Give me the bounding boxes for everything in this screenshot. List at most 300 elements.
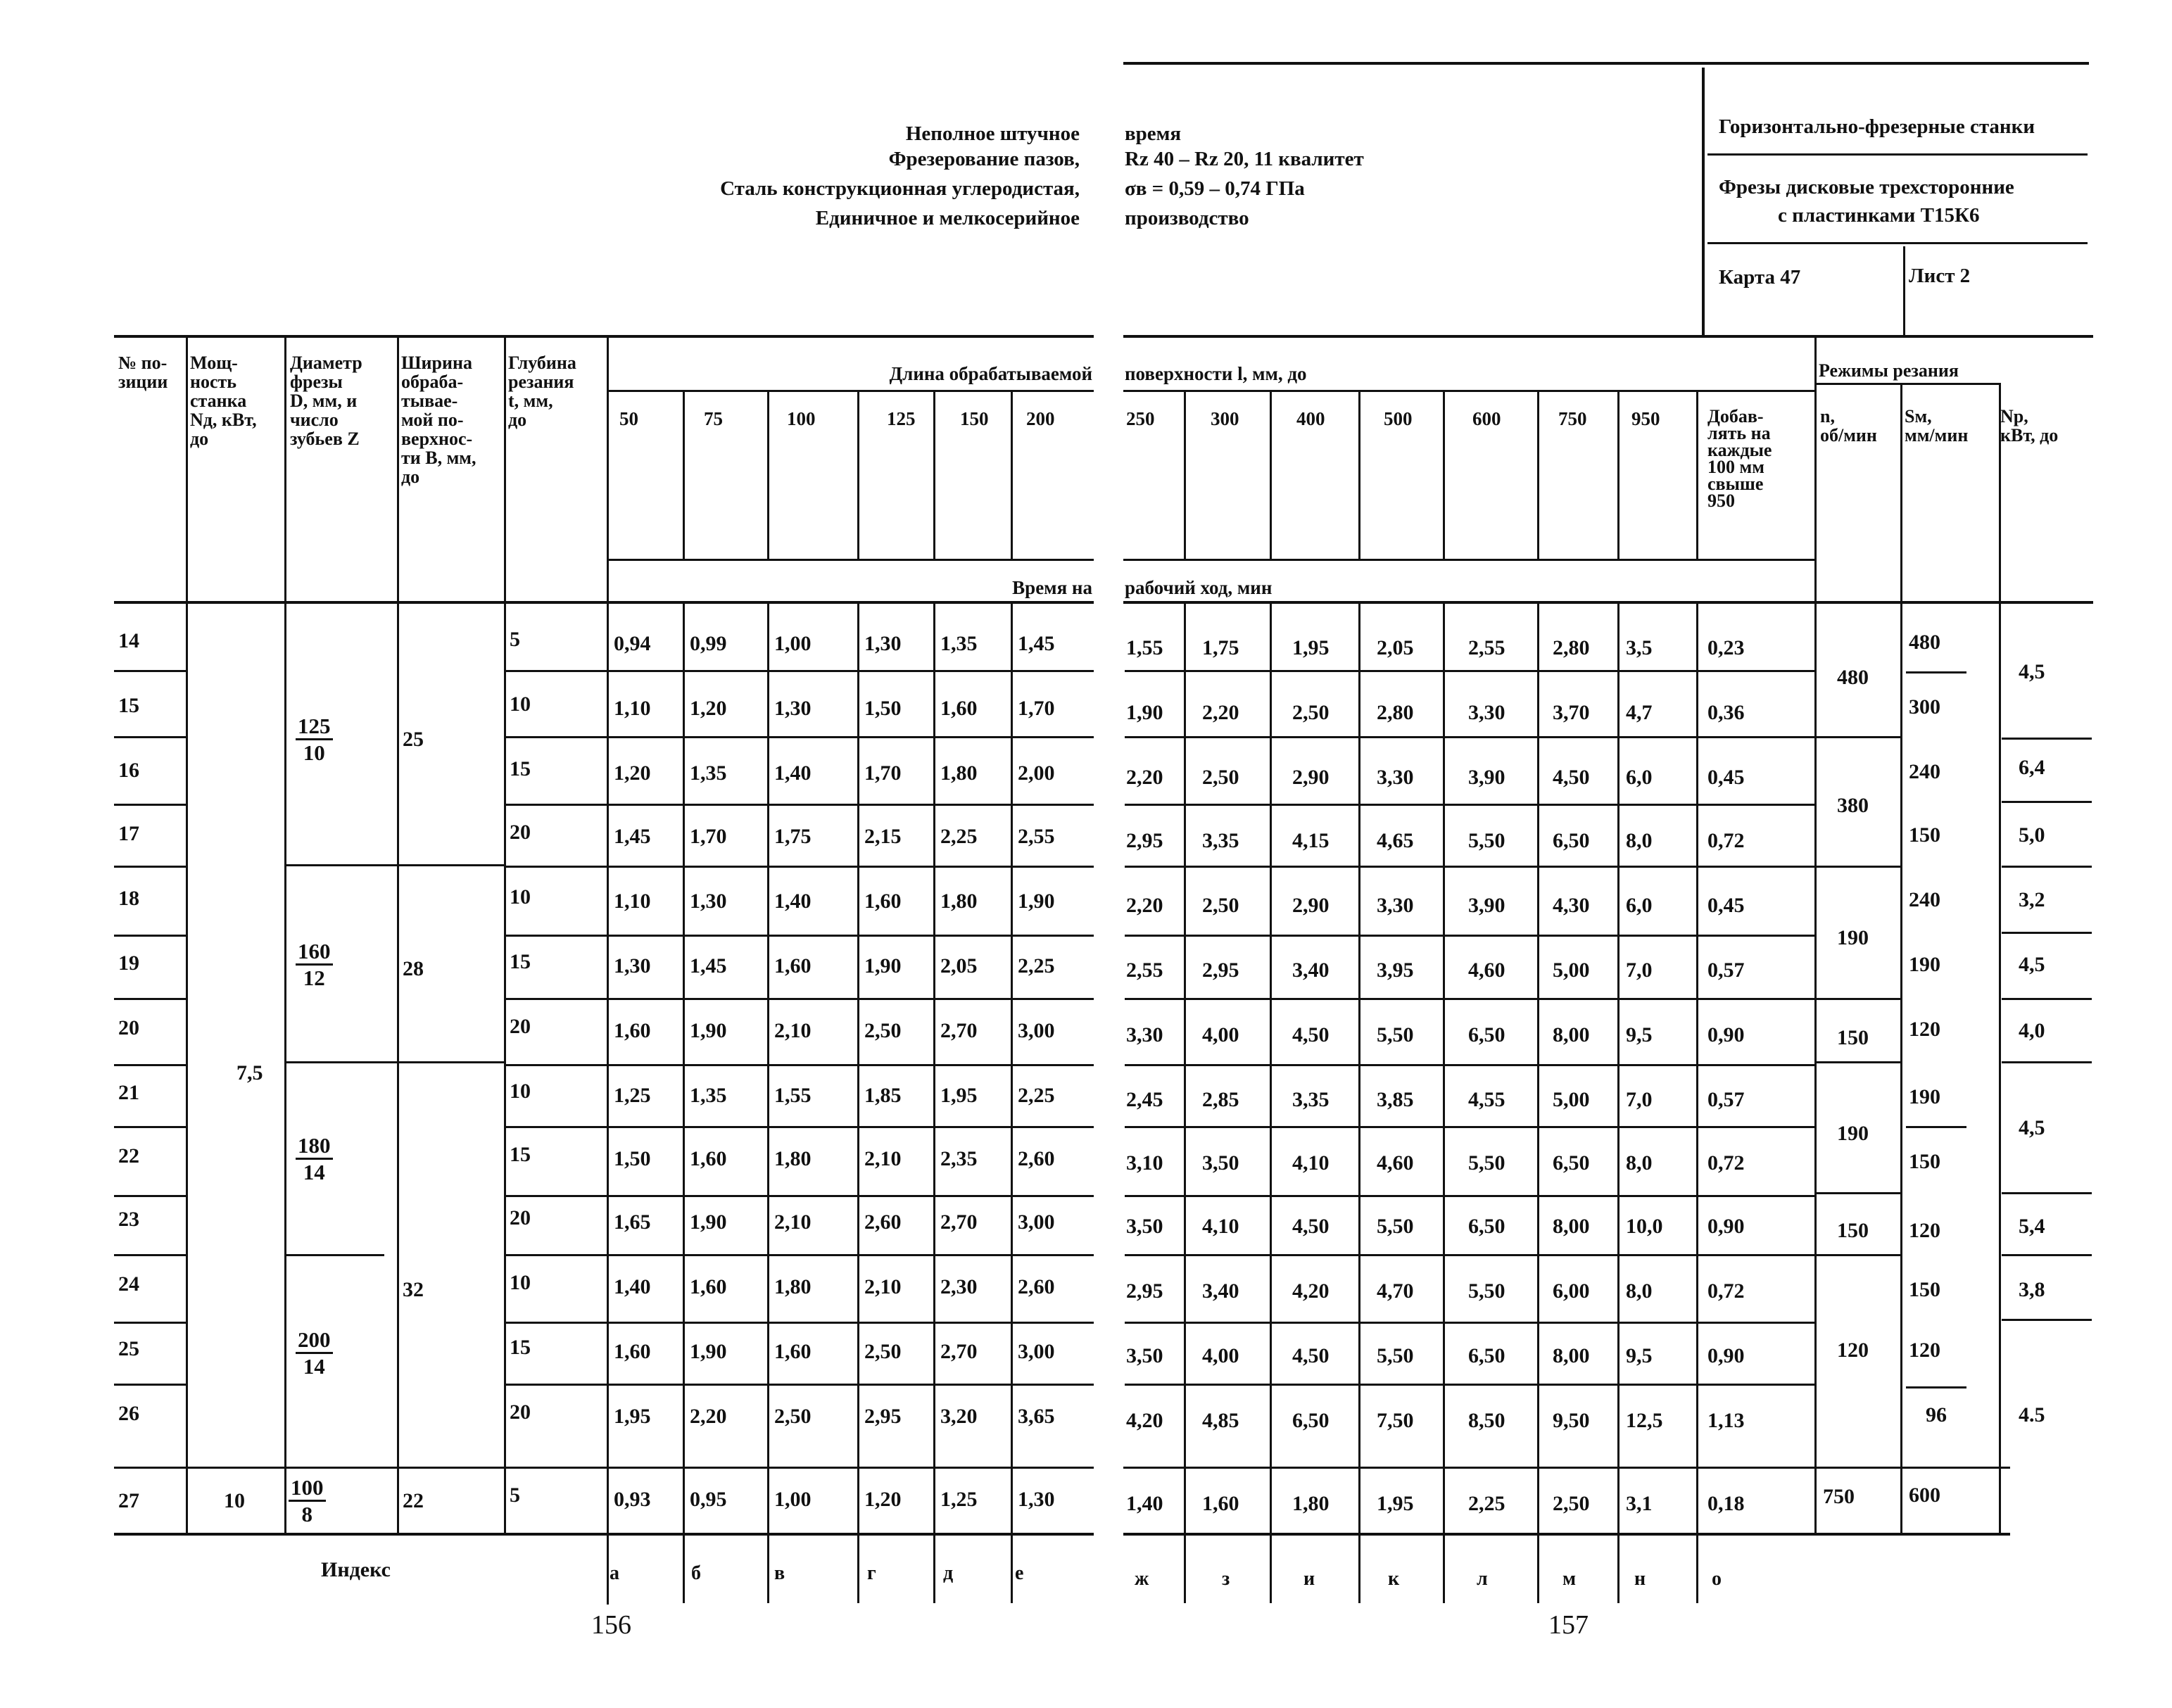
length-header: 400 — [1296, 408, 1325, 429]
time-cell: 4,50 — [1292, 1023, 1330, 1046]
time-cell: 3,00 — [1018, 1210, 1055, 1234]
time-cell: 2,25 — [940, 825, 978, 848]
time-cell: 2,50 — [1202, 766, 1239, 789]
time-cell: 6,0 — [1626, 766, 1653, 789]
time-cell: 1,60 — [614, 1340, 651, 1363]
row-depth: 10 — [510, 1080, 531, 1103]
time-cell: 0,95 — [690, 1488, 727, 1511]
time-cell: 1,90 — [864, 954, 902, 978]
time-cell: 12,5 — [1626, 1409, 1663, 1432]
time-cell: 4,30 — [1553, 894, 1590, 917]
time-cell: 0,57 — [1707, 959, 1745, 982]
time-cell: 1,30 — [614, 954, 651, 978]
time-cell: 10,0 — [1626, 1215, 1663, 1238]
index-letter: и — [1303, 1568, 1315, 1590]
title-left-2: Фрезерование пазов, — [888, 148, 1080, 170]
time-cell: 1,30 — [1018, 1488, 1055, 1511]
time-cell: 1,25 — [940, 1488, 978, 1511]
time-cell: 3,10 — [1126, 1151, 1163, 1175]
time-cell: 1,40 — [614, 1275, 651, 1298]
time-cell: 0,23 — [1707, 636, 1745, 659]
time-cell: 2,10 — [864, 1275, 902, 1298]
time-cell: 3,30 — [1377, 766, 1414, 789]
title-left-4: Единичное и мелкосерийное — [815, 207, 1080, 229]
time-cell: 8,50 — [1468, 1409, 1505, 1432]
time-cell: 2,90 — [1292, 894, 1330, 917]
row-depth: 5 — [510, 628, 520, 651]
time-cell: 0,57 — [1707, 1088, 1745, 1111]
time-cell: 6,50 — [1292, 1409, 1330, 1432]
time-cell: 4,10 — [1202, 1215, 1239, 1238]
time-cell: 8,0 — [1626, 1151, 1653, 1175]
feed-value: 150 — [1909, 823, 1940, 847]
time-cell: 1,95 — [614, 1405, 651, 1428]
time-cell: 0,90 — [1707, 1344, 1745, 1367]
time-cell: 2,35 — [940, 1147, 978, 1170]
time-cell: 3,30 — [1468, 701, 1505, 724]
time-cell: 8,00 — [1553, 1023, 1590, 1046]
time-cell: 1,55 — [774, 1084, 812, 1107]
time-cell: 6,50 — [1468, 1023, 1505, 1046]
n-190-b: 190 — [1837, 1122, 1869, 1145]
time-cell: 3,50 — [1202, 1151, 1239, 1175]
time-cell: 2,20 — [1126, 766, 1163, 789]
feed-value: 120 — [1909, 1219, 1940, 1242]
title-right-1: время — [1125, 122, 1182, 145]
row-position: 16 — [118, 759, 139, 782]
time-cell: 3,40 — [1292, 959, 1330, 982]
time-cell: 7,0 — [1626, 959, 1653, 982]
time-cell: 1,35 — [690, 1084, 727, 1107]
time-cell: 2,05 — [940, 954, 978, 978]
row-depth: 20 — [510, 1015, 531, 1038]
time-cell: 8,0 — [1626, 829, 1653, 852]
time-cell: 1,50 — [864, 697, 902, 720]
time-cell: 3,5 — [1626, 636, 1653, 659]
time-cell: 0,99 — [690, 632, 727, 655]
time-cell: 0,36 — [1707, 701, 1745, 724]
header-add: Добав- лять на каждые 100 мм свыше 950 — [1707, 406, 1772, 511]
time-cell: 2,95 — [1126, 1279, 1163, 1303]
index-letter: м — [1562, 1568, 1577, 1590]
time-cell: 3,65 — [1018, 1405, 1055, 1428]
time-cell: 2,50 — [864, 1340, 902, 1363]
corner-sheet: Лист 2 — [1909, 265, 1971, 287]
time-cell: 1,00 — [774, 632, 812, 655]
power-main: 7,5 — [236, 1061, 263, 1084]
feed-value: 190 — [1909, 953, 1940, 976]
time-cell: 1,65 — [614, 1210, 651, 1234]
time-cell: 6,50 — [1553, 1151, 1590, 1175]
time-cell: 1,60 — [690, 1147, 727, 1170]
feed-value: 240 — [1909, 888, 1940, 911]
page-number-right: 157 — [1548, 1610, 1589, 1640]
np-4-5-c: 4,5 — [2019, 1116, 2045, 1139]
time-cell: 1,60 — [1202, 1492, 1239, 1515]
time-cell: 2,80 — [1377, 701, 1414, 724]
time-cell: 2,05 — [1377, 636, 1414, 659]
header-power: Мощ- ность станка Nд, кВт, до — [190, 353, 257, 449]
row-depth: 10 — [510, 1271, 531, 1294]
n-150-b: 150 — [1837, 1219, 1869, 1242]
row-depth: 20 — [510, 1206, 531, 1229]
row-position: 25 — [118, 1337, 139, 1360]
np-4-0: 4,0 — [2019, 1019, 2045, 1042]
width-22: 22 — [403, 1489, 424, 1512]
time-cell: 3,1 — [1626, 1492, 1653, 1515]
corner-card: Карта 47 — [1719, 266, 1801, 289]
time-cell: 1,60 — [774, 1340, 812, 1363]
feed-value: 150 — [1909, 1278, 1940, 1301]
time-cell: 2,50 — [774, 1405, 812, 1428]
feed-value: 120 — [1909, 1339, 1940, 1362]
time-cell: 2,50 — [1553, 1492, 1590, 1515]
np-4-5-d: 4.5 — [2019, 1403, 2045, 1427]
time-cell: 1,90 — [690, 1340, 727, 1363]
row-position: 24 — [118, 1272, 139, 1296]
time-cell: 4,00 — [1202, 1344, 1239, 1367]
diameter-125-10: $\frac{125}{10}$ — [296, 715, 333, 764]
time-cell: 0,72 — [1707, 1151, 1745, 1175]
time-cell: 0,90 — [1707, 1023, 1745, 1046]
feed-value: 600 — [1909, 1484, 1940, 1507]
time-cell: 4,50 — [1292, 1215, 1330, 1238]
time-cell: 1,45 — [614, 825, 651, 848]
time-cell: 3,35 — [1292, 1088, 1330, 1111]
time-cell: 1,85 — [864, 1084, 902, 1107]
np-3-8: 3,8 — [2019, 1278, 2045, 1301]
time-cell: 2,25 — [1468, 1492, 1505, 1515]
index-letter: о — [1712, 1568, 1722, 1590]
time-cell: 2,55 — [1018, 825, 1055, 848]
time-cell: 2,45 — [1126, 1088, 1163, 1111]
row-depth: 15 — [510, 1143, 531, 1166]
width-25: 25 — [403, 728, 424, 751]
page-number-left: 156 — [591, 1610, 631, 1640]
time-cell: 1,35 — [940, 632, 978, 655]
time-cell: 1,30 — [774, 697, 812, 720]
row-position: 20 — [118, 1016, 139, 1039]
length-header: 300 — [1211, 408, 1239, 429]
time-cell: 5,50 — [1468, 1151, 1505, 1175]
time-cell: 4,50 — [1292, 1344, 1330, 1367]
time-cell: 2,00 — [1018, 761, 1055, 785]
time-cell: 1,75 — [774, 825, 812, 848]
time-cell: 1,55 — [1126, 636, 1163, 659]
time-cell: 2,20 — [690, 1405, 727, 1428]
header-position: № по- зиции — [118, 353, 168, 392]
time-cell: 5,50 — [1377, 1344, 1414, 1367]
power-row27: 10 — [224, 1489, 245, 1512]
time-cell: 2,25 — [1018, 954, 1055, 978]
title-left-1: Неполное штучное — [905, 122, 1080, 145]
time-cell: 1,90 — [690, 1210, 727, 1234]
time-cell: 1,80 — [940, 890, 978, 913]
np-3-2: 3,2 — [2019, 888, 2045, 911]
time-cell: 3,00 — [1018, 1340, 1055, 1363]
index-letter: е — [1015, 1562, 1024, 1584]
time-cell: 0,45 — [1707, 894, 1745, 917]
header-diameter: Диаметр фрезы D, мм, и число зубьев Z — [290, 353, 362, 449]
time-cell: 1,13 — [1707, 1409, 1745, 1432]
feed-value: 150 — [1909, 1150, 1940, 1173]
row-depth: 10 — [510, 885, 531, 909]
time-cell: 9,5 — [1626, 1344, 1653, 1367]
time-cell: 3,70 — [1553, 701, 1590, 724]
row-position: 21 — [118, 1081, 139, 1104]
header-modes: Режимы резания — [1819, 360, 1959, 381]
time-cell: 1,80 — [940, 761, 978, 785]
length-header: 250 — [1126, 408, 1155, 429]
time-cell: 2,95 — [864, 1405, 902, 1428]
time-cell: 5,50 — [1468, 829, 1505, 852]
feed-value: 240 — [1909, 760, 1940, 783]
row-depth: 20 — [510, 821, 531, 844]
time-cell: 1,10 — [614, 697, 651, 720]
length-header: 50 — [619, 408, 638, 429]
n-190-a: 190 — [1837, 926, 1869, 949]
index-letter: к — [1388, 1568, 1400, 1590]
index-letter: д — [943, 1562, 954, 1584]
index-letter: г — [867, 1562, 876, 1584]
time-cell: 9,5 — [1626, 1023, 1653, 1046]
time-cell: 2,25 — [1018, 1084, 1055, 1107]
time-cell: 4,50 — [1553, 766, 1590, 789]
time-cell: 1,20 — [690, 697, 727, 720]
time-cell: 6,50 — [1468, 1215, 1505, 1238]
time-cell: 1,80 — [774, 1275, 812, 1298]
time-cell: 2,70 — [940, 1210, 978, 1234]
time-cell: 1,25 — [614, 1084, 651, 1107]
time-cell: 3,35 — [1202, 829, 1239, 852]
time-cell: 3,90 — [1468, 766, 1505, 789]
time-cell: 1,60 — [864, 890, 902, 913]
index-letter: а — [610, 1562, 619, 1584]
header-depth: Глубина резания t, мм, до — [508, 353, 576, 430]
time-cell: 3,20 — [940, 1405, 978, 1428]
feed-value: 96 — [1926, 1403, 1947, 1427]
index-letter: б — [691, 1562, 701, 1584]
title-right-2: Rz 40 – Rz 20, 11 квалитет — [1125, 148, 1364, 170]
time-cell: 1,10 — [614, 890, 651, 913]
feed-value: 120 — [1909, 1018, 1940, 1041]
np-4-5-a: 4,5 — [2019, 660, 2045, 683]
time-cell: 1,20 — [614, 761, 651, 785]
n-150-a: 150 — [1837, 1026, 1869, 1049]
time-cell: 1,70 — [864, 761, 902, 785]
time-cell: 4,85 — [1202, 1409, 1239, 1432]
time-cell: 1,60 — [614, 1019, 651, 1042]
title-left-3: Сталь конструкционная углеродистая, — [720, 177, 1080, 200]
time-cell: 1,30 — [864, 632, 902, 655]
time-cell: 2,10 — [774, 1210, 812, 1234]
time-cell: 2,55 — [1126, 959, 1163, 982]
row-depth: 10 — [510, 692, 531, 716]
corner-machine: Горизонтально-фрезерные станки — [1719, 115, 2035, 138]
row-depth: 20 — [510, 1400, 531, 1424]
time-cell: 4,60 — [1377, 1151, 1414, 1175]
time-cell: 2,60 — [864, 1210, 902, 1234]
np-4-5-b: 4,5 — [2019, 953, 2045, 976]
time-cell: 8,00 — [1553, 1215, 1590, 1238]
time-cell: 0,45 — [1707, 766, 1745, 789]
n-380: 380 — [1837, 794, 1869, 817]
time-cell: 2,60 — [1018, 1147, 1055, 1170]
time-cell: 0,72 — [1707, 829, 1745, 852]
row-position: 14 — [118, 629, 139, 652]
time-cell: 1,75 — [1202, 636, 1239, 659]
diameter-180-14: $\frac{180}{14}$ — [296, 1134, 333, 1183]
time-cell: 1,60 — [940, 697, 978, 720]
row-depth: 15 — [510, 1336, 531, 1359]
time-cell: 1,60 — [690, 1275, 727, 1298]
index-letter: ж — [1135, 1568, 1149, 1590]
time-cell: 3,30 — [1377, 894, 1414, 917]
length-header: 75 — [704, 408, 723, 429]
time-cell: 2,90 — [1292, 766, 1330, 789]
row-position: 15 — [118, 694, 139, 717]
time-cell: 5,50 — [1468, 1279, 1505, 1303]
length-header: 200 — [1026, 408, 1055, 429]
time-cell: 2,10 — [774, 1019, 812, 1042]
corner-tool-2: с пластинками Т15К6 — [1778, 204, 1980, 227]
time-cell: 0,90 — [1707, 1215, 1745, 1238]
time-cell: 4,10 — [1292, 1151, 1330, 1175]
time-cell: 2,95 — [1202, 959, 1239, 982]
time-cell: 3,30 — [1126, 1023, 1163, 1046]
time-cell: 1,20 — [864, 1488, 902, 1511]
time-cell: 1,60 — [774, 954, 812, 978]
time-cell: 0,93 — [614, 1488, 651, 1511]
diameter-100-8: $\frac{100}{8}$ — [289, 1476, 326, 1525]
time-cell: 4,70 — [1377, 1279, 1414, 1303]
time-cell: 5,50 — [1377, 1215, 1414, 1238]
row-position: 17 — [118, 822, 139, 845]
length-header: 950 — [1631, 408, 1660, 429]
time-cell: 2,80 — [1553, 636, 1590, 659]
index-letter: в — [774, 1562, 785, 1584]
np-6-4: 6,4 — [2019, 756, 2045, 779]
time-cell: 1,35 — [690, 761, 727, 785]
time-cell: 1,80 — [774, 1147, 812, 1170]
time-cell: 9,50 — [1553, 1409, 1590, 1432]
length-header: 750 — [1558, 408, 1587, 429]
time-cell: 3,50 — [1126, 1344, 1163, 1367]
time-cell: 3,85 — [1377, 1088, 1414, 1111]
time-cell: 4,00 — [1202, 1023, 1239, 1046]
time-cell: 3,00 — [1018, 1019, 1055, 1042]
time-cell: 2,85 — [1202, 1088, 1239, 1111]
time-cell: 2,50 — [864, 1019, 902, 1042]
feed-value: 190 — [1909, 1085, 1940, 1108]
header-n: n, об/мин — [1820, 406, 1877, 445]
time-cell: 0,72 — [1707, 1279, 1745, 1303]
time-cell: 5,50 — [1377, 1023, 1414, 1046]
time-cell: 6,50 — [1468, 1344, 1505, 1367]
time-cell: 3,40 — [1202, 1279, 1239, 1303]
diameter-200-14: $\frac{200}{14}$ — [296, 1329, 333, 1377]
time-cell: 6,0 — [1626, 894, 1653, 917]
time-cell: 4,65 — [1377, 829, 1414, 852]
time-cell: 1,90 — [1126, 701, 1163, 724]
length-header: 100 — [787, 408, 816, 429]
time-cell: 1,95 — [940, 1084, 978, 1107]
n-750: 750 — [1823, 1485, 1855, 1508]
time-cell: 2,10 — [864, 1147, 902, 1170]
np-5-0: 5,0 — [2019, 823, 2045, 847]
row-position: 18 — [118, 887, 139, 910]
index-letter: л — [1477, 1568, 1488, 1590]
time-cell: 3,50 — [1126, 1215, 1163, 1238]
time-cell: 1,30 — [690, 890, 727, 913]
time-cell: 2,30 — [940, 1275, 978, 1298]
row-position: 22 — [118, 1144, 139, 1168]
time-cell: 5,00 — [1553, 959, 1590, 982]
time-cell: 7,50 — [1377, 1409, 1414, 1432]
length-header: 500 — [1384, 408, 1413, 429]
time-cell: 4,7 — [1626, 701, 1653, 724]
time-cell: 1,00 — [774, 1488, 812, 1511]
time-cell: 2,50 — [1292, 701, 1330, 724]
length-header: 125 — [887, 408, 916, 429]
time-cell: 3,90 — [1468, 894, 1505, 917]
np-5-4: 5,4 — [2019, 1215, 2045, 1238]
header-sm: Sм, мм/мин — [1905, 406, 1969, 445]
time-cell: 2,70 — [940, 1340, 978, 1363]
time-cell: 1,95 — [1377, 1492, 1414, 1515]
feed-value: 480 — [1909, 631, 1940, 654]
header-length-left: Длина обрабатываемой — [889, 363, 1092, 384]
time-cell: 2,20 — [1126, 894, 1163, 917]
n-120: 120 — [1837, 1339, 1869, 1362]
time-cell: 0,18 — [1707, 1492, 1745, 1515]
title-right-4: производство — [1125, 207, 1249, 229]
row-position: 27 — [118, 1489, 139, 1512]
index-letter: з — [1222, 1568, 1230, 1590]
time-cell: 2,60 — [1018, 1275, 1055, 1298]
time-cell: 6,50 — [1553, 829, 1590, 852]
time-cell: 2,15 — [864, 825, 902, 848]
time-cell: 4,60 — [1468, 959, 1505, 982]
time-cell: 1,70 — [690, 825, 727, 848]
row-position: 19 — [118, 951, 139, 975]
time-cell: 1,40 — [774, 890, 812, 913]
length-header: 150 — [960, 408, 989, 429]
length-header: 600 — [1472, 408, 1501, 429]
header-np: Nр, кВт, до — [2000, 406, 2059, 445]
time-cell: 1,40 — [774, 761, 812, 785]
index-letter: н — [1634, 1568, 1646, 1590]
time-cell: 8,00 — [1553, 1344, 1590, 1367]
time-cell: 4,55 — [1468, 1088, 1505, 1111]
corner-tool-1: Фрезы дисковые трехсторонние — [1719, 176, 2014, 198]
time-cell: 1,50 — [614, 1147, 651, 1170]
time-cell: 8,0 — [1626, 1279, 1653, 1303]
time-cell: 2,70 — [940, 1019, 978, 1042]
time-cell: 5,00 — [1553, 1088, 1590, 1111]
time-cell: 1,45 — [1018, 632, 1055, 655]
row-depth: 15 — [510, 950, 531, 973]
time-cell: 4,15 — [1292, 829, 1330, 852]
time-cell: 2,95 — [1126, 829, 1163, 852]
time-cell: 1,40 — [1126, 1492, 1163, 1515]
header-time-left: Время на — [1012, 577, 1092, 598]
n-480: 480 — [1837, 666, 1869, 689]
time-cell: 1,95 — [1292, 636, 1330, 659]
time-cell: 1,45 — [690, 954, 727, 978]
time-cell: 3,95 — [1377, 959, 1414, 982]
time-cell: 1,90 — [690, 1019, 727, 1042]
